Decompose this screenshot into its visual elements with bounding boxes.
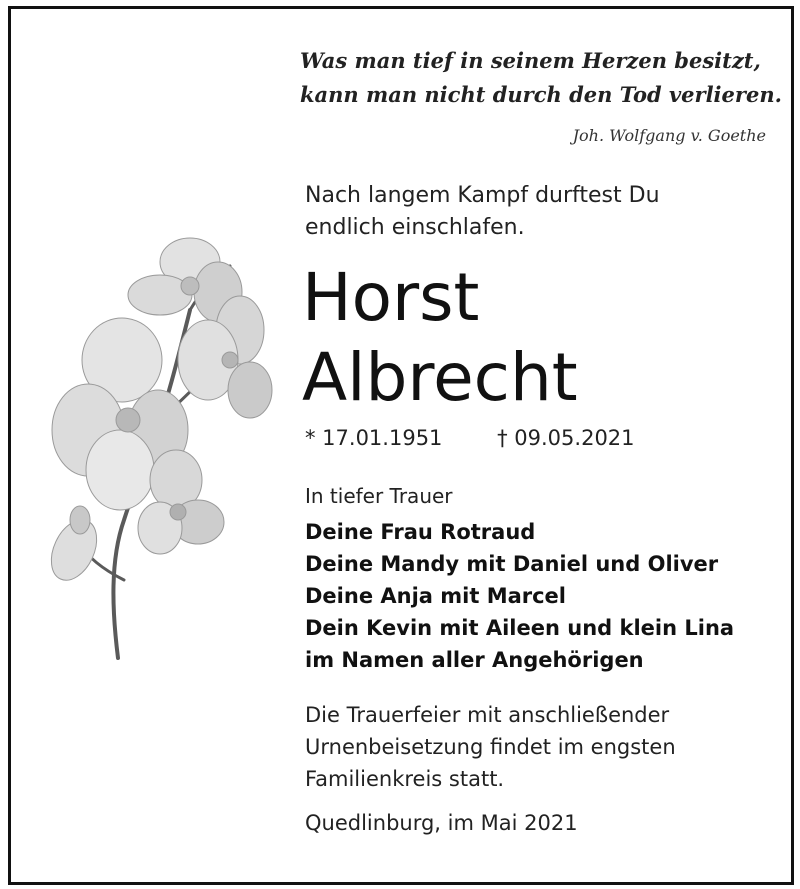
ceremony-line-1: Die Trauerfeier mit anschließender bbox=[305, 703, 670, 727]
ceremony-note bbox=[305, 699, 676, 795]
mourning-label: In tiefer Trauer bbox=[305, 484, 453, 508]
intro-line-2: endlich einschlafen. bbox=[305, 215, 525, 240]
family-member: Deine Frau Rotraud bbox=[305, 520, 536, 544]
quote-author: Joh. Wolfgang v. Goethe bbox=[572, 126, 766, 145]
orchid-image bbox=[40, 220, 280, 670]
first-name: Horst bbox=[302, 259, 480, 336]
intro-line-1: Nach langem Kampf durftest Du bbox=[305, 183, 660, 208]
intro-text bbox=[305, 180, 660, 244]
family-member: Dein Kevin mit Aileen und klein Lina bbox=[305, 616, 735, 640]
family-member: im Namen aller Angehörigen bbox=[305, 648, 644, 672]
place-date: Quedlinburg, im Mai 2021 bbox=[305, 811, 578, 835]
family-list bbox=[305, 516, 734, 676]
birth-date: * 17.01.1951 bbox=[305, 426, 443, 450]
death-date: † 09.05.2021 bbox=[497, 426, 635, 450]
ceremony-line-3: Familienkreis statt. bbox=[305, 767, 505, 791]
goethe-quote bbox=[300, 44, 782, 112]
family-member: Deine Mandy mit Daniel und Oliver bbox=[305, 552, 719, 576]
quote-line-1: Was man tief in seinem Herzen besitzt, bbox=[300, 48, 761, 73]
last-name: Albrecht bbox=[302, 339, 578, 416]
deceased-name bbox=[302, 258, 578, 418]
family-member: Deine Anja mit Marcel bbox=[305, 584, 567, 608]
quote-line-2: kann man nicht durch den Tod verlieren. bbox=[300, 82, 782, 107]
ceremony-line-2: Urnenbeisetzung findet im engsten bbox=[305, 735, 676, 759]
orchid-flowers bbox=[42, 238, 272, 587]
life-dates bbox=[305, 426, 635, 450]
